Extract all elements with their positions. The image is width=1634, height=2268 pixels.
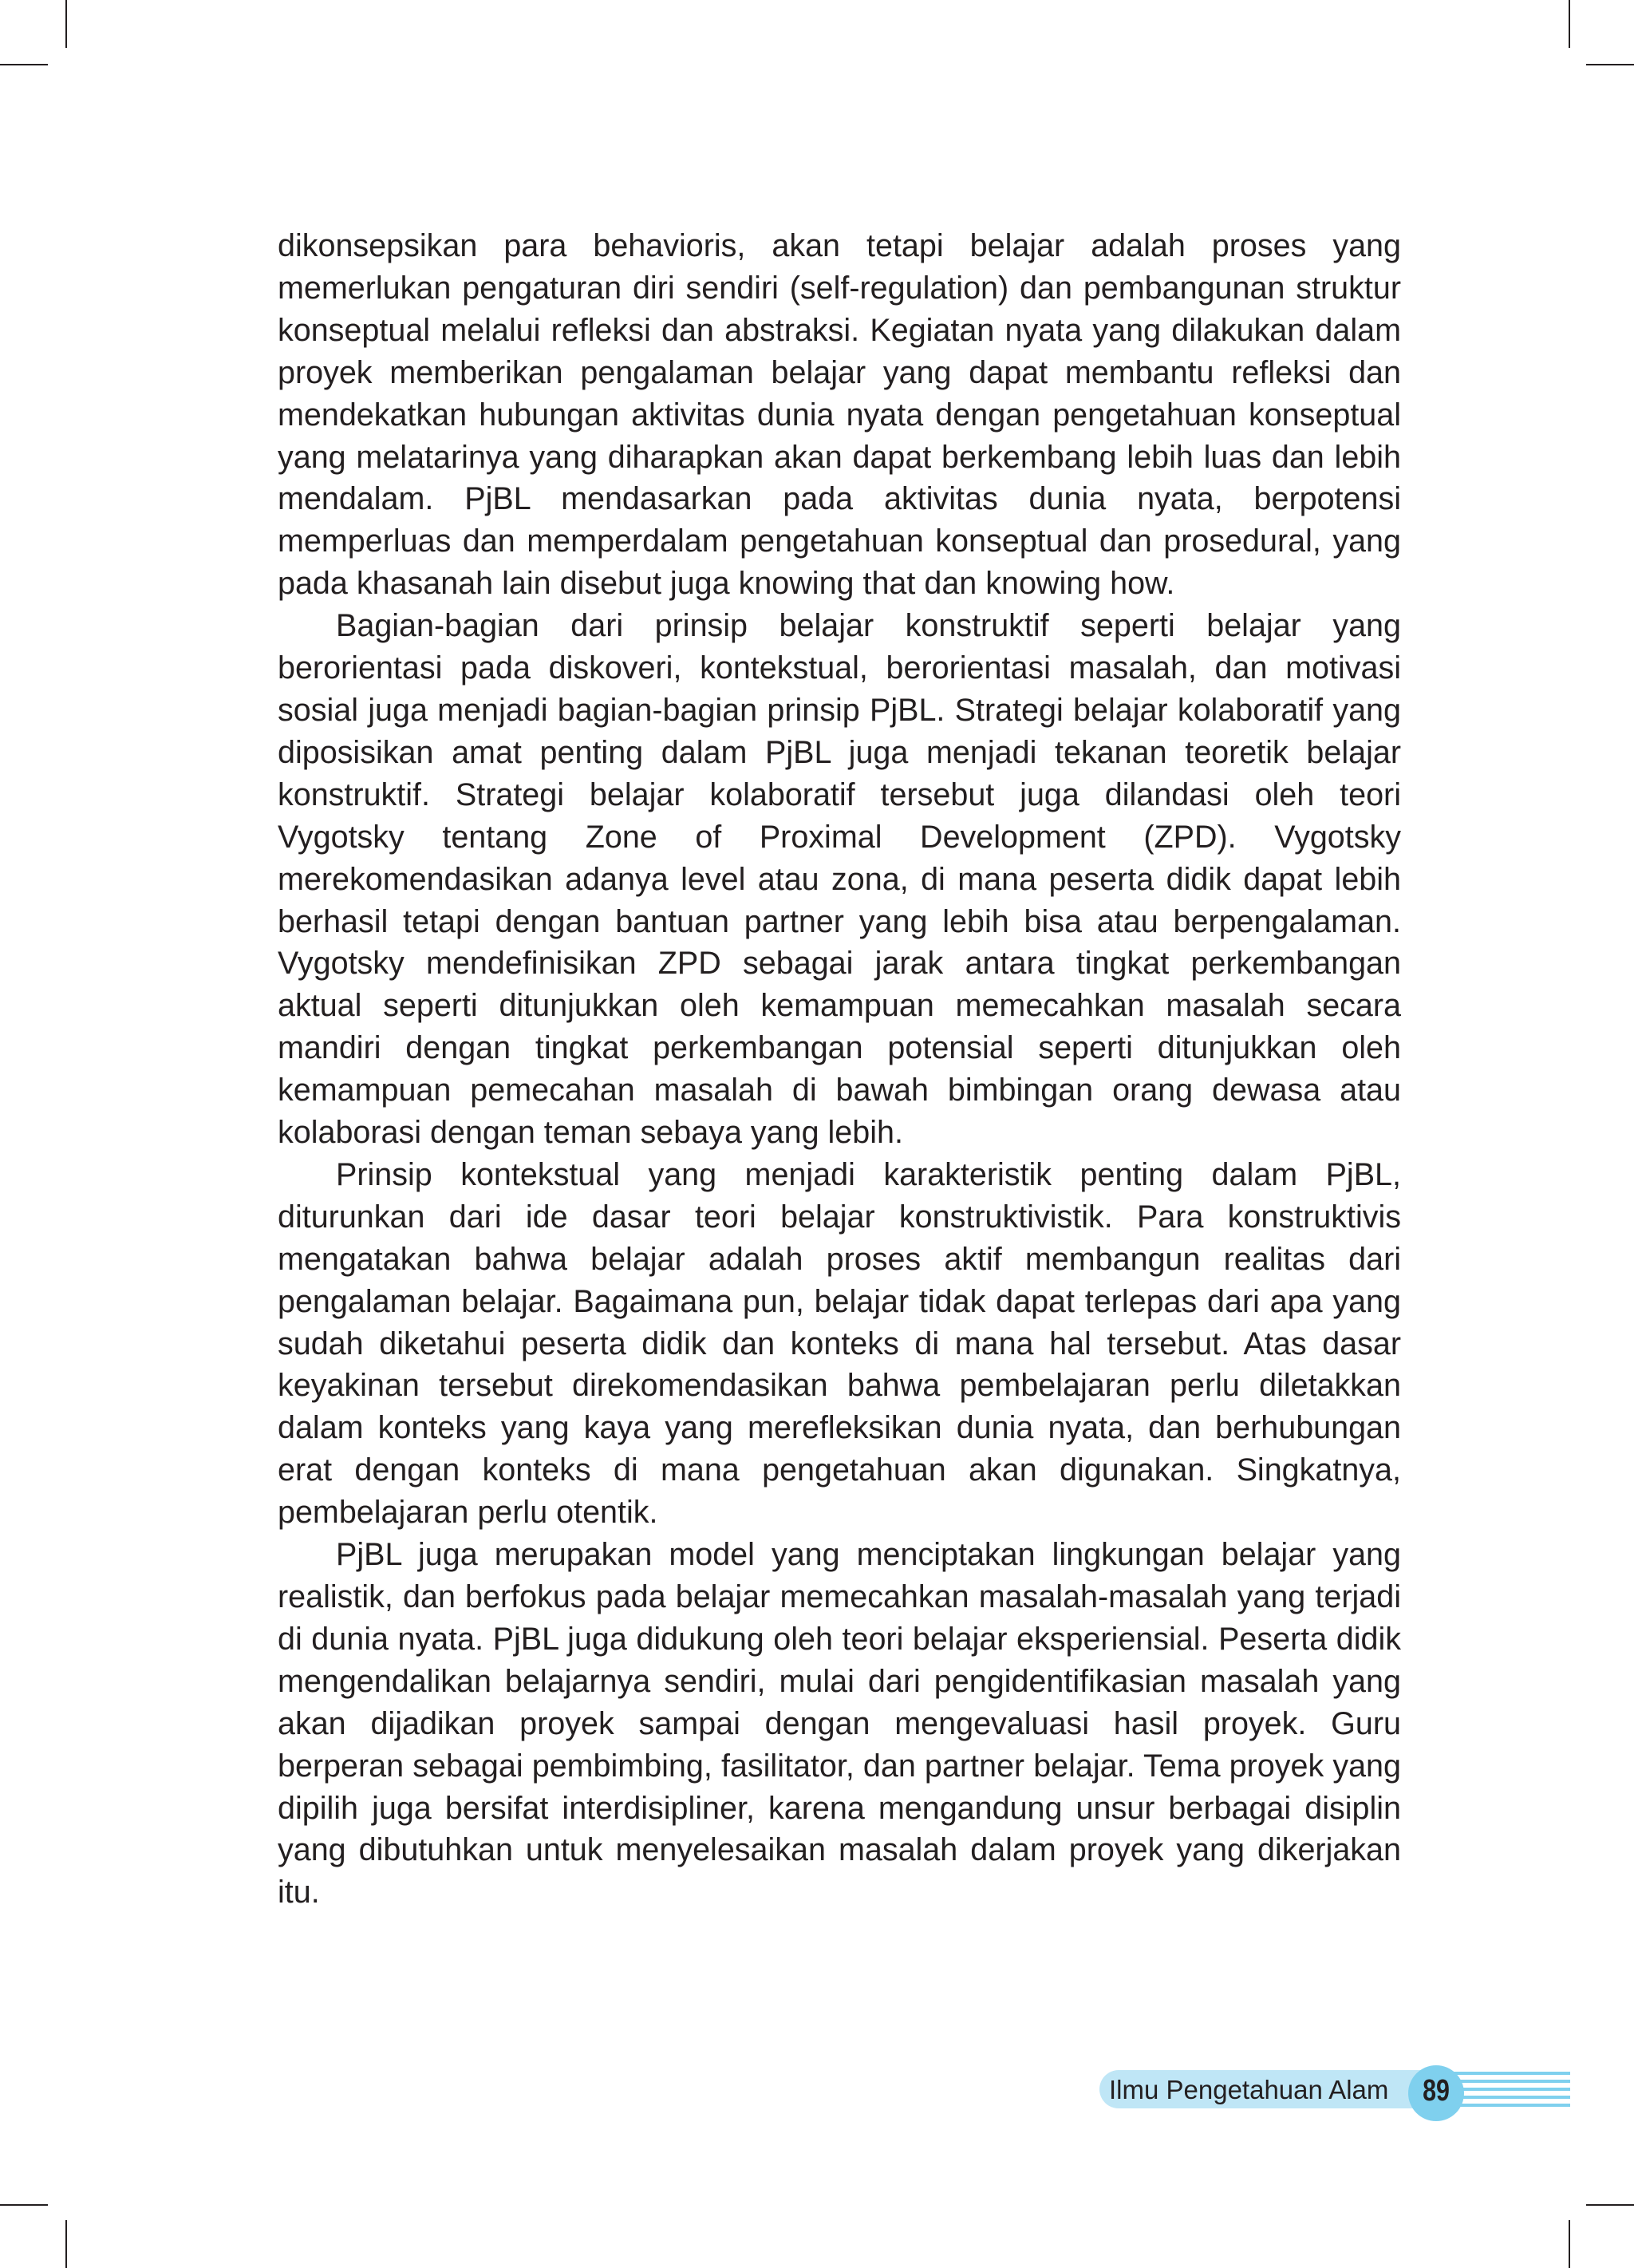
crop-mark: [0, 64, 48, 65]
crop-mark: [65, 2220, 67, 2268]
crop-mark: [0, 2204, 48, 2206]
crop-mark: [1586, 64, 1634, 65]
footer-label-background: [1099, 2070, 1435, 2108]
footer-subject: Ilmu Pengetahuan Alam: [1109, 2075, 1389, 2104]
crop-mark: [65, 0, 67, 48]
body-text: [278, 225, 1401, 1914]
footer-stripes: [1450, 2072, 1570, 2107]
crop-mark: [1569, 0, 1570, 48]
crop-mark: [1586, 2204, 1634, 2206]
crop-mark: [1569, 2220, 1570, 2268]
page-footer: [1099, 2070, 1570, 2110]
paragraph: Bagian-bagian dari prinsip belajar konstruktif seperti belajar yang berorientasi pada diskoveri, kontekstual, berorientasi masalah, dan motivasi sosial juga menjadi bagian-bagian prinsip PjBL. Strategi belajar kolaboratif yang diposisikan amat penting dalam PjBL juga menjadi tekanan teoretik belajar konstruktif. Strategi belajar kolaboratif tersebut juga dilandasi oleh teori Vygotsky tentang Zone of Proximal Development (ZPD). Vygotsky merekomendasikan adanya level atau zona, di mana peserta didik dapat lebih berhasil tetapi dengan bantuan partner yang lebih bisa atau berpengalaman. Vygotsky mendefinisikan ZPD sebagai jarak antara tingkat perkembangan aktual seperti ditunjukkan oleh kemampuan memecahkan masalah secara mandiri dengan tingkat perkembangan potensial seperti ditunjukkan oleh kemampuan pemecahan masalah di bawah bimbingan orang dewasa atau kolaborasi dengan teman sebaya yang lebih.: [278, 608, 1401, 1151]
paragraph: Prinsip kontekstual yang menjadi karakteristik penting dalam PjBL, diturunkan dari ide dasar teori belajar konstruktivistik. Para konstruktivis mengatakan bahwa belajar adalah proses aktif membangun realitas dari pengalaman belajar. Bagaimana pun, belajar tidak dapat terlepas dari apa yang sudah diketahui peserta didik dan konteks di mana hal tersebut. Atas dasar keyakinan tersebut direkomendasikan bahwa pembelajaran perlu diletakkan dalam konteks yang kaya yang merefleksikan dunia nyata, dan berhubungan erat dengan konteks di mana pengetahuan akan digunakan. Singkatnya, pembelajaran perlu otentik.: [278, 1156, 1401, 1531]
paragraph: dikonsepsikan para behavioris, akan tetapi belajar adalah proses yang memerlukan pengaturan diri sendiri (self-regulation) dan pembangunan struktur konseptual melalui refleksi dan abstraksi. Kegiatan nyata yang dilakukan dalam proyek memberikan pengalaman belajar yang dapat membantu refleksi dan mendekatkan hubungan aktivitas dunia nyata dengan pengetahuan konseptual yang melatarinya yang diharapkan akan dapat berkembang lebih luas dan lebih mendalam. PjBL mendasarkan pada aktivitas dunia nyata, berpotensi memperluas dan memperdalam pengetahuan konseptual dan prosedural, yang pada khasanah lain disebut juga knowing that dan knowing how.: [278, 228, 1401, 602]
paragraph: PjBL juga merupakan model yang menciptakan lingkungan belajar yang realistik, dan berfokus pada belajar memecahkan masalah-masalah yang terjadi di dunia nyata. PjBL juga didukung oleh teori belajar eksperiensial. Peserta didik mengendalikan belajarnya sendiri, mulai dari pengidentifikasian masalah yang akan dijadikan proyek sampai dengan mengevaluasi hasil proyek. Guru berperan sebagai pembimbing, fasilitator, dan partner belajar. Tema proyek yang dipilih juga bersifat interdisipliner, karena mengandung unsur berbagai disiplin yang dibutuhkan untuk menyelesaikan masalah dalam proyek yang dikerjakan itu.: [278, 1537, 1401, 1910]
page-number: 89: [1423, 2074, 1450, 2108]
page-number-badge: [1408, 2065, 1464, 2121]
